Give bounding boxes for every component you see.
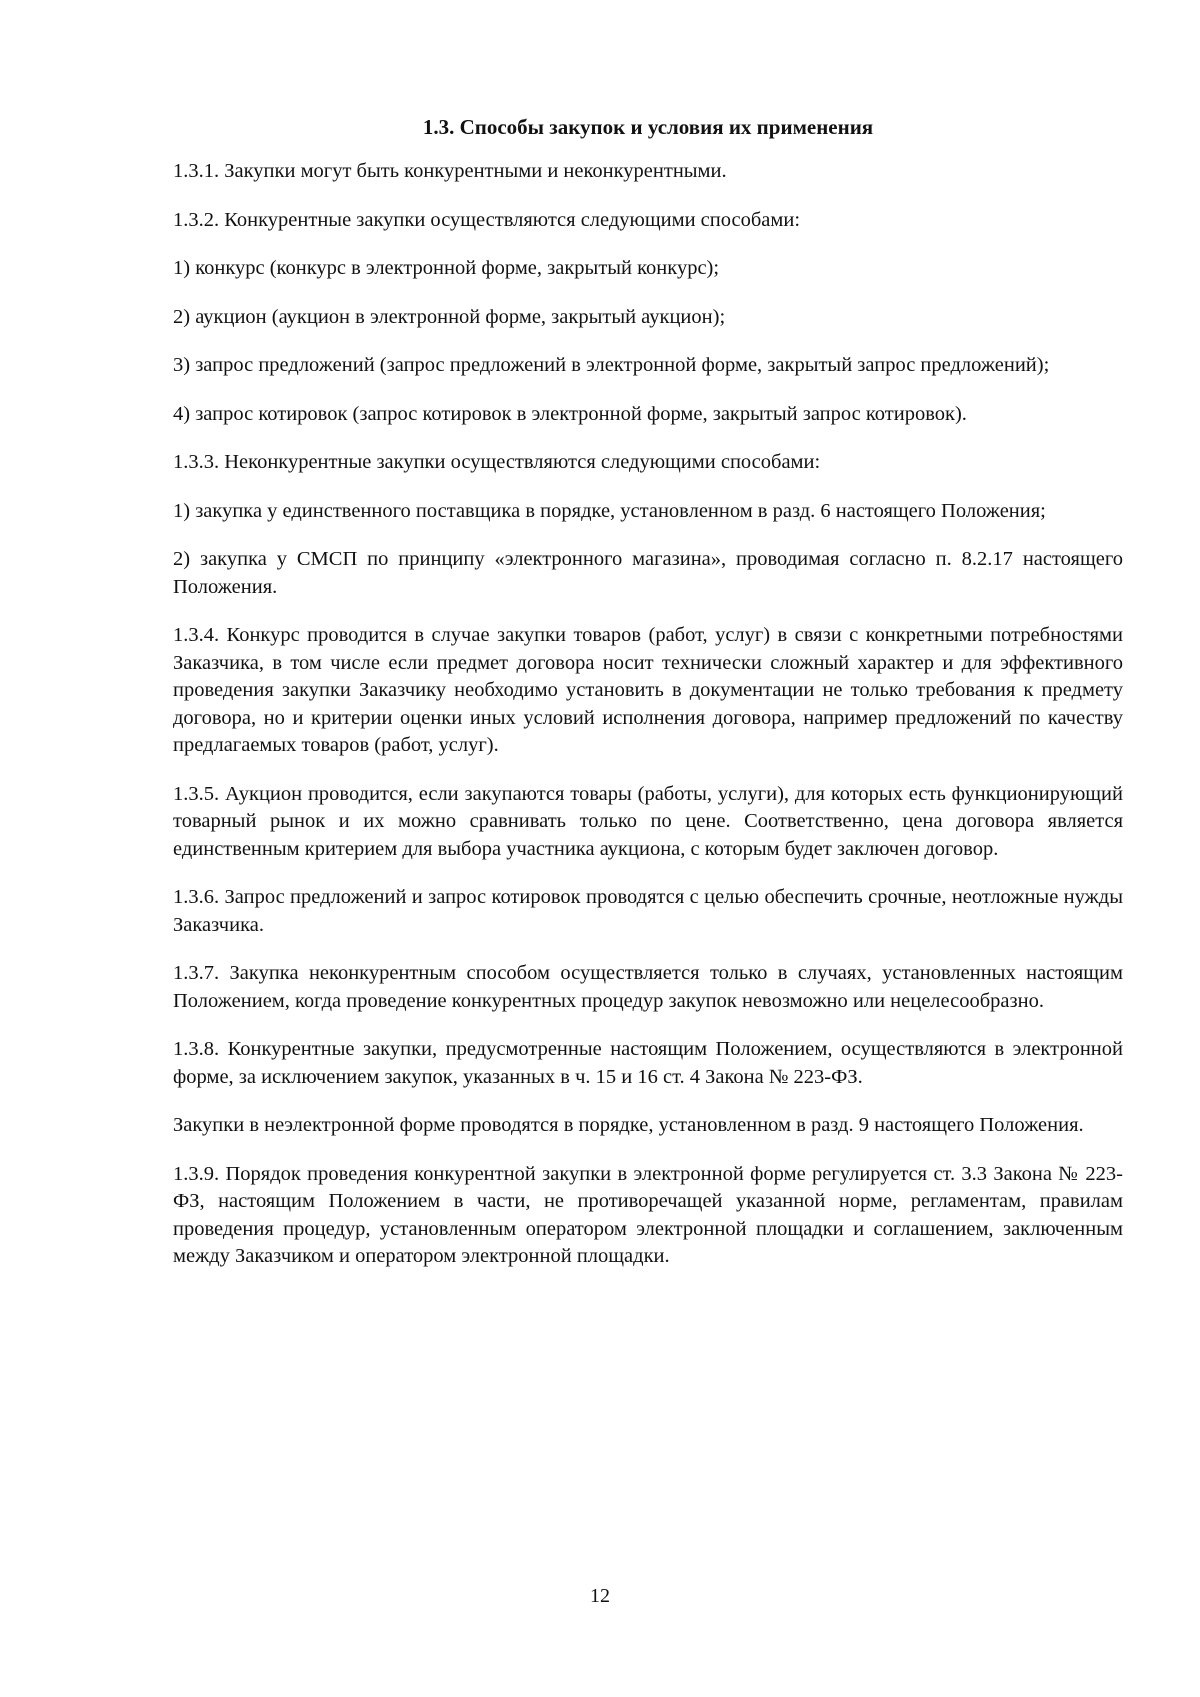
paragraph-1-3-7: 1.3.7. Закупка неконкурентным способом осуществляется только в случаях, установленных настоящим Положением, когда проведение конкурентных процедур закупок невозможно или нецелесообразно. bbox=[173, 962, 1123, 1012]
paragraph-non-electronic-procurement: Закупки в неэлектронной форме проводятся в порядке, установленном в разд. 9 настоящего Положения. bbox=[173, 1114, 1084, 1136]
paragraph-1-3-3: 1.3.3. Неконкурентные закупки осуществляются следующими способами: bbox=[173, 451, 821, 473]
list-item-electronic-store: 2) закупка у СМСП по принципу «электронного магазина», проводимая согласно п. 8.2.17 настоящего Положения. bbox=[173, 548, 1123, 598]
paragraph-1-3-2: 1.3.2. Конкурентные закупки осуществляются следующими способами: bbox=[173, 208, 801, 231]
list-item-request-for-quotations: 4) запрос котировок (запрос котировок в электронной форме, закрытый запрос котировок). bbox=[173, 402, 967, 425]
list-item-single-supplier: 1) закупка у единственного поставщика в порядке, установленном в разд. 6 настоящего Положения; bbox=[173, 499, 1046, 522]
paragraph-1-3-6: 1.3.6. Запрос предложений и запрос котировок проводятся с целью обеспечить срочные, неотложные нужды Заказчика. bbox=[173, 886, 1123, 936]
paragraph-1-3-5: 1.3.5. Аукцион проводится, если закупаются товары (работы, услуги), для которых есть функционирующий товарный рынок и их можно сравнивать только по цене. Соответственно, цена договора является единственным критерием для выбора участника аукциона, с которым будет заключен договор. bbox=[173, 782, 1123, 860]
list-item-request-for-proposals: 3) запрос предложений (запрос предложений в электронной форме, закрытый запрос предложений); bbox=[173, 354, 1050, 376]
document-content bbox=[173, 113, 1123, 1292]
paragraph-1-3-8: 1.3.8. Конкурентные закупки, предусмотренные настоящим Положением, осуществляются в электронной форме, за исключением закупок, указанных в ч. 15 и 16 ст. 4 Закона № 223-ФЗ. bbox=[173, 1038, 1123, 1088]
paragraph-1-3-9: 1.3.9. Порядок проведения конкурентной закупки в электронной форме регулируется ст. 3.3 Закона № 223-ФЗ, настоящим Положением в части, не противоречащей указанной норме, регламентам, правилам проведения процедур, установленным оператором электронной площадки и соглашением, заключенным между Заказчиком и оператором электронной площадки. bbox=[173, 1162, 1123, 1267]
paragraph-1-3-1: 1.3.1. Закупки могут быть конкурентными и неконкурентными. bbox=[173, 160, 727, 182]
paragraph-1-3-4: 1.3.4. Конкурс проводится в случае закупки товаров (работ, услуг) в связи с конкретными потребностями Заказчика, в том числе если предмет договора носит технически сложный характер и для эффективного проведения закупки Заказчику необходимо установить в документации не только требования к предмету договора, но и критерии оценки иных условий исполнения договора, например предложений по качеству предлагаемых товаров (работ, услуг). bbox=[173, 624, 1123, 756]
list-item-competition: 1) конкурс (конкурс в электронной форме, закрытый конкурс); bbox=[173, 257, 720, 279]
list-item-auction: 2) аукцион (аукцион в электронной форме, закрытый аукцион); bbox=[173, 305, 726, 328]
page-number: 12 bbox=[590, 1585, 610, 1607]
section-heading: 1.3. Способы закупок и условия их применения bbox=[422, 115, 874, 139]
